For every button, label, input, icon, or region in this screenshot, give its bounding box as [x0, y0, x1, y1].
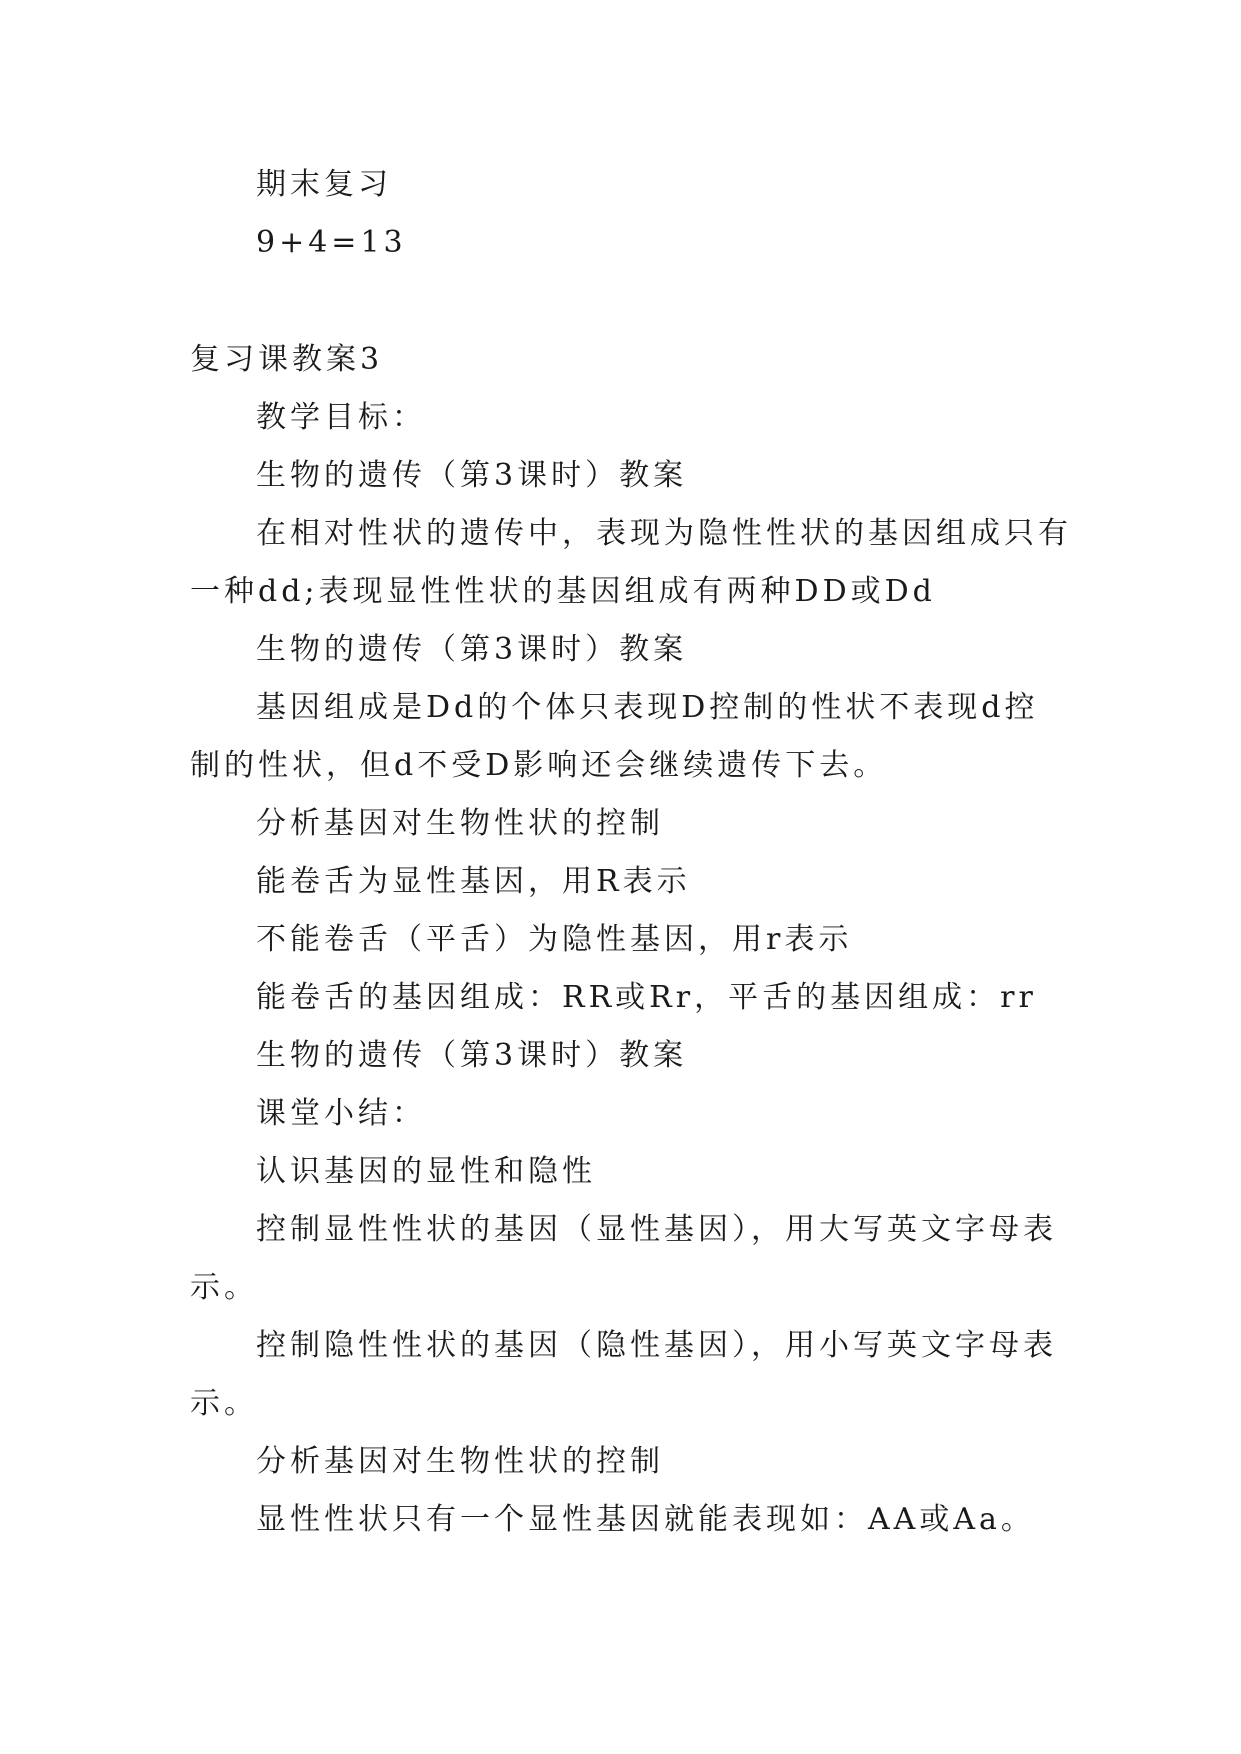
text-line: 控制显性性状的基因（显性基因），用大写英文字母表 — [256, 1212, 1057, 1247]
text-line: 控制隐性性状的基因（隐性基因），用小写英文字母表 — [256, 1328, 1057, 1363]
text-line: 制的性状，但d不受D影响还会继续遗传下去。 — [190, 748, 888, 783]
text-line: 教学目标： — [256, 400, 426, 435]
heading-final-review: 期末复习 — [256, 167, 392, 202]
text-line: 基因组成是Dd的个体只表现D控制的性状不表现d控 — [256, 690, 1039, 725]
text-line: 在相对性状的遗传中，表现为隐性性状的基因组成只有 — [256, 516, 1072, 551]
text-line: 生物的遗传（第3课时）教案 — [256, 1038, 688, 1073]
text-line: 示。 — [190, 1270, 258, 1305]
text-line: 分析基因对生物性状的控制 — [256, 806, 664, 841]
text-line: 9+4=13 — [256, 225, 407, 260]
text-line: 能卷舌的基因组成：RR或Rr，平舌的基因组成：rr — [256, 980, 1037, 1015]
text-line: 显性性状只有一个显性基因就能表现如：AA或Aa。 — [256, 1502, 1035, 1537]
text-line: 能卷舌为显性基因，用R表示 — [256, 864, 691, 899]
section-title: 复习课教案3 — [190, 342, 384, 377]
text-line: 分析基因对生物性状的控制 — [256, 1444, 664, 1479]
text-line: 生物的遗传（第3课时）教案 — [256, 458, 688, 493]
text-line: 不能卷舌（平舌）为隐性基因，用r表示 — [256, 922, 853, 957]
text-line: 认识基因的显性和隐性 — [256, 1154, 596, 1189]
text-line: 示。 — [190, 1386, 258, 1421]
text-line: 课堂小结： — [256, 1096, 426, 1131]
text-line: 生物的遗传（第3课时）教案 — [256, 632, 688, 667]
text-line: 一种dd;表现显性性状的基因组成有两种DD或Dd — [190, 574, 936, 609]
